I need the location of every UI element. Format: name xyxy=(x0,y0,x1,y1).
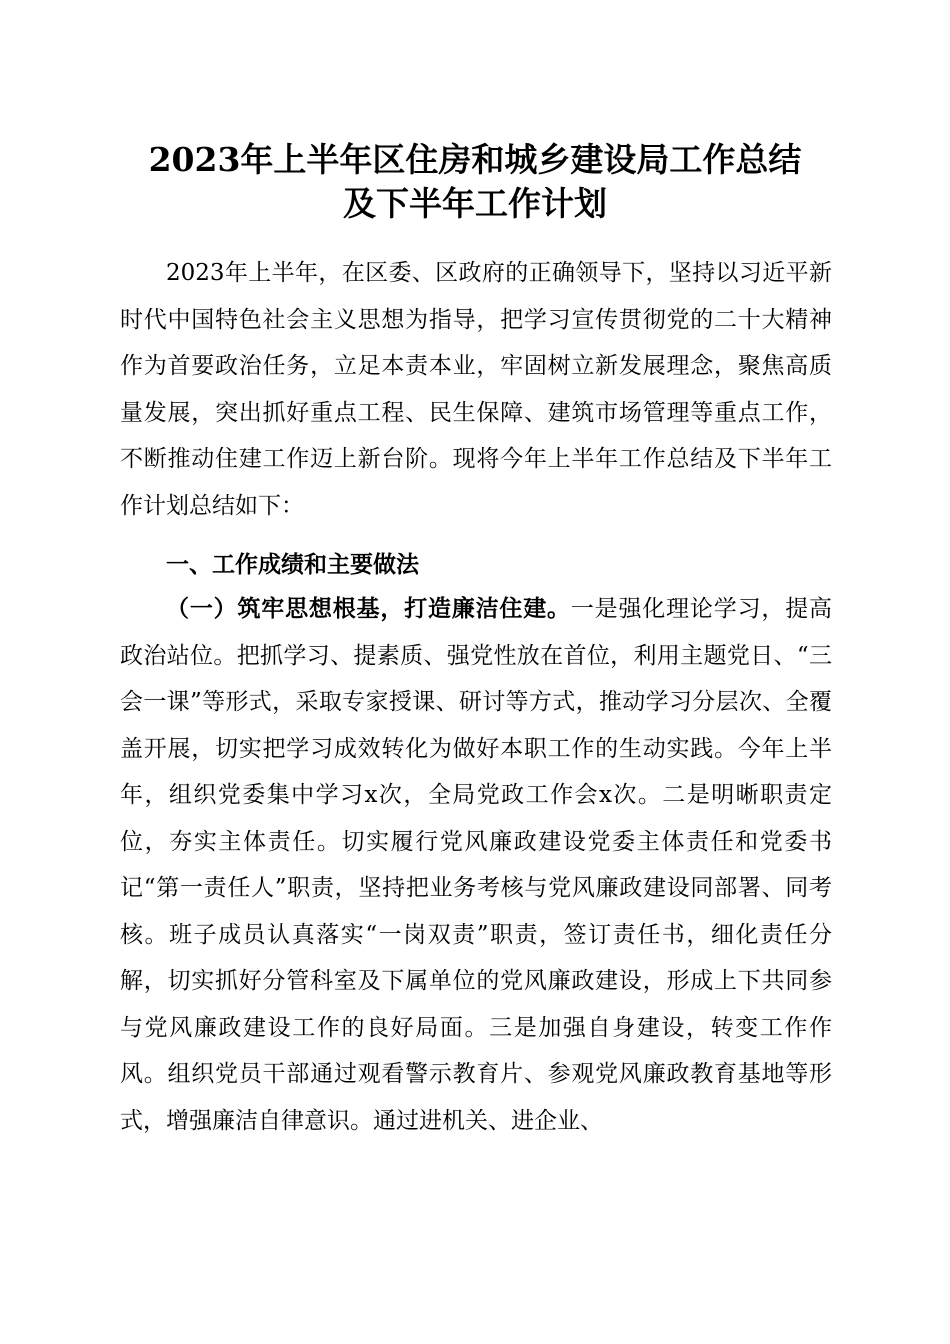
section-heading-1: 一、工作成绩和主要做法 xyxy=(166,552,419,578)
document-title-line-2: 及下半年工作计划 xyxy=(343,184,607,223)
document-title-line-1: 2023年上半年区住房和城乡建设局工作总结 xyxy=(148,140,802,179)
section-1-paragraph-1 xyxy=(120,586,832,1144)
paragraph-body: 一是强化理论学习，提高政治站位。把抓学习、提素质、强党性放在首位，利用主题党日、“三会一课”等形式，采取专家授课、研讨等方式，推动学习分层次、全覆盖开展，切实把学习成效转化为做好本职工作的生动实践。今年上半年，组织党委集中学习x次，全局党政工作会x次。二是明晰职责定位，夯实主体责任。切实履行党风廉政建设党委主体责任和党委书记“第一责任人”职责，坚持把业务考核与党风廉政建设同部署、同考核。班子成员认真落实“一岗双责”职责，签订责任书，细化责任分解，切实抓好分管科室及下属单位的党风廉政建设，形成上下共同参与党风廉政建设工作的良好局面。三是加强自身建设，转变工作作风。组织党员干部通过观看警示教育片、参观党风廉政教育基地等形式，增强廉洁自律意识。通过进机关、进企业、 xyxy=(120,596,833,1134)
paragraph-lead: （一）筑牢思想根基，打造廉洁住建。 xyxy=(166,596,571,622)
intro-paragraph: 2023年上半年，在区委、区政府的正确领导下，坚持以习近平新时代中国特色社会主义思想为指导，把学习宣传贯彻党的二十大精神作为首要政治任务，立足本责本业，牢固树立新发展理念，聚焦高质量发展，突出抓好重点工程、民生保障、建筑市场管理等重点工作，不断推动住建工作迈上新台阶。现将今年上半年工作总结及下半年工作计划总结如下： xyxy=(120,260,832,519)
